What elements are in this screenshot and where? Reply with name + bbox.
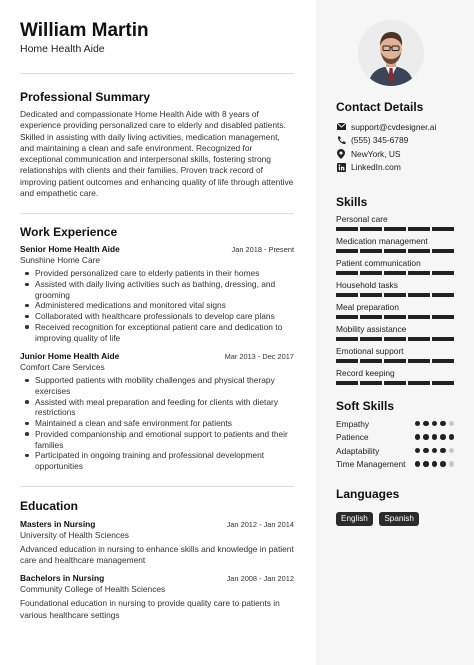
contact-list: [336, 120, 454, 174]
skill-level-segment: [432, 271, 454, 275]
skill-level-bar: [336, 337, 454, 341]
divider: [20, 486, 294, 487]
location-pin-icon: [336, 149, 346, 159]
skill-level-segment: [360, 227, 382, 231]
skill-level-segment: [408, 227, 430, 231]
education-dates: Jan 2008 - Jan 2012: [226, 574, 294, 584]
skill-level-bar: [336, 381, 454, 385]
school-name: University of Health Sciences: [20, 529, 129, 540]
list-item: Administered medications and monitored vital signs: [20, 300, 294, 311]
degree-title: Bachelors in Nursing: [20, 573, 105, 584]
skill-level-segment: [432, 359, 454, 363]
skill-level-segment: [432, 293, 454, 297]
skill-level-segment: [360, 359, 382, 363]
email-text[interactable]: support@cvdesigner.ai: [351, 121, 437, 132]
job-entry: [20, 351, 294, 471]
skill-label: Personal care: [336, 214, 388, 224]
skill-level-segment: [336, 249, 358, 253]
skill-level-segment: [408, 249, 430, 253]
soft-skills-heading: Soft Skills: [336, 398, 395, 413]
contact-heading: Contact Details: [336, 100, 424, 114]
skill-level-segment: [408, 381, 430, 385]
skill-level-segment: [384, 381, 406, 385]
skill-level-segment: [384, 293, 406, 297]
rating-dot: [432, 448, 438, 454]
languages-list: [336, 508, 454, 526]
skill-level-segment: [360, 315, 382, 319]
language-chip: Spanish: [379, 512, 419, 526]
skill-level-segment: [432, 249, 454, 253]
skill-level-segment: [432, 227, 454, 231]
location-text: NewYork, US: [351, 148, 401, 159]
skill-level-segment: [360, 293, 382, 297]
skill-label: Medication management: [336, 236, 428, 246]
skill-level-segment: [336, 315, 358, 319]
soft-skill-item: [336, 446, 454, 457]
soft-skills-list: [336, 419, 454, 470]
skill-level-segment: [384, 271, 406, 275]
rating-dot: [440, 421, 446, 427]
skill-level-segment: [432, 381, 454, 385]
job-entry: [20, 244, 294, 343]
phone-text: (555) 345-6789: [351, 135, 409, 146]
rating-dot: [449, 461, 455, 467]
soft-skill-item: [336, 459, 454, 470]
soft-skill-label: Patience: [336, 432, 369, 442]
skills-list: [336, 214, 454, 385]
skill-level-segment: [360, 249, 382, 253]
list-item: Assisted with meal preparation and feeding for clients with dietary restrictions: [20, 397, 294, 418]
experience-heading: Work Experience: [20, 225, 118, 240]
skill-level-segment: [360, 337, 382, 341]
skill-level-segment: [384, 249, 406, 253]
list-item: Assisted with daily living activities such as bathing, dressing, and grooming: [20, 279, 294, 300]
job-bullets: [20, 268, 294, 343]
language-chip: English: [336, 512, 373, 526]
skill-level-segment: [384, 359, 406, 363]
skill-level-segment: [360, 381, 382, 385]
skill-level-segment: [408, 293, 430, 297]
list-item: Participated in ongoing training and professional development opportunities: [20, 450, 294, 471]
rating-dot: [432, 461, 438, 467]
job-title: Junior Home Health Aide: [20, 351, 120, 362]
rating-dot: [423, 448, 429, 454]
skill-level-bar: [336, 249, 454, 253]
skill-item: [336, 324, 454, 341]
contact-email: [336, 120, 454, 134]
summary-text: Dedicated and compassionate Home Health Aide with 8 years of experience providing personalized care to elderly and disabled patients. Skilled in assisting with daily living activities, medication management, and maintaining a clean and safe environment. Recognized for exceptional communication and interpersonal skills, fostering strong relationships with clients and their families. Proven track record of improving patient outcomes and enhancing quality of life through attentive and empathetic care.: [20, 109, 294, 199]
skill-label: Patient communication: [336, 258, 421, 268]
skill-level-segment: [336, 381, 358, 385]
languages-heading: Languages: [336, 486, 400, 501]
list-item: Maintained a clean and safe environment for patients: [20, 418, 294, 429]
skill-label: Record keeping: [336, 368, 395, 378]
education-heading: Education: [20, 498, 79, 513]
list-item: Received recognition for exceptional patient care and dedication to improving quality of life: [20, 322, 294, 343]
list-item: Supported patients with mobility challenges and physical therapy exercises: [20, 375, 294, 396]
job-bullets: [20, 375, 294, 471]
education-entry: [20, 573, 294, 621]
soft-skill-label: Time Management: [336, 459, 406, 469]
rating-dot: [415, 421, 421, 427]
list-item: Collaborated with healthcare professionals to develop care plans: [20, 311, 294, 322]
linkedin-icon: [336, 162, 346, 172]
contact-linkedin: [336, 161, 454, 175]
education-description: Foundational education in nursing to provide quality care to patients in various healthcare settings: [20, 598, 280, 620]
job-dates: Jan 2018 - Present: [231, 245, 294, 255]
skill-item: [336, 368, 454, 385]
skill-label: Household tasks: [336, 280, 398, 290]
soft-skill-rating: [415, 448, 455, 454]
skill-level-segment: [432, 337, 454, 341]
linkedin-text[interactable]: LinkedIn.com: [351, 162, 401, 173]
soft-skill-label: Adaptability: [336, 445, 380, 456]
avatar: [358, 20, 424, 86]
rating-dot: [440, 448, 446, 454]
rating-dot: [423, 421, 429, 427]
rating-dot: [415, 461, 421, 467]
summary-heading: Professional Summary: [20, 90, 151, 104]
skill-label: Emotional support: [336, 346, 404, 356]
skill-level-segment: [336, 293, 358, 297]
profile-photo: [358, 20, 424, 86]
rating-dot: [423, 434, 429, 440]
skill-level-segment: [408, 337, 430, 341]
skill-level-bar: [336, 315, 454, 319]
mail-icon: [336, 122, 346, 132]
soft-skill-item: [336, 419, 454, 430]
phone-icon: [336, 135, 346, 145]
skill-item: [336, 214, 454, 231]
skill-level-segment: [408, 359, 430, 363]
skill-level-segment: [408, 315, 430, 319]
education-dates: Jan 2012 - Jan 2014: [226, 519, 294, 529]
divider: [20, 73, 294, 74]
skill-level-segment: [432, 315, 454, 319]
skill-level-segment: [384, 227, 406, 231]
skill-level-bar: [336, 227, 454, 231]
skill-level-segment: [336, 271, 358, 275]
job-dates: Mar 2013 - Dec 2017: [224, 352, 294, 362]
skill-level-segment: [384, 337, 406, 341]
rating-dot: [449, 448, 455, 454]
rating-dot: [449, 434, 455, 440]
skill-item: [336, 302, 454, 319]
skill-item: [336, 280, 454, 297]
degree-title: Masters in Nursing: [20, 518, 96, 529]
list-item: Provided companionship and emotional support to patients and their families: [20, 429, 294, 450]
rating-dot: [415, 434, 421, 440]
skill-level-bar: [336, 359, 454, 363]
rating-dot: [440, 434, 446, 440]
job-company: Sunshine Home Care: [20, 255, 101, 266]
skill-item: [336, 258, 454, 275]
list-item: Provided personalized care to elderly patients in their homes: [20, 268, 294, 279]
candidate-name: William Martin: [20, 20, 149, 41]
soft-skill-item: [336, 432, 454, 443]
skill-level-segment: [360, 271, 382, 275]
contact-location: [336, 147, 454, 161]
rating-dot: [432, 421, 438, 427]
skill-label: Mobility assistance: [336, 324, 407, 334]
skill-level-segment: [336, 359, 358, 363]
skill-level-bar: [336, 293, 454, 297]
education-description: Advanced education in nursing to enhance skills and knowledge in patient care and healthcare management: [20, 543, 294, 565]
skill-level-bar: [336, 271, 454, 275]
main-column: [20, 20, 294, 621]
candidate-title: Home Health Aide: [20, 43, 105, 55]
skill-item: [336, 346, 454, 363]
divider: [20, 213, 294, 214]
rating-dot: [440, 461, 446, 467]
rating-dot: [415, 448, 421, 454]
soft-skill-label: Empathy: [336, 418, 370, 429]
skill-label: Meal preparation: [336, 302, 399, 312]
rating-dot: [432, 434, 438, 440]
soft-skill-rating: [415, 434, 455, 440]
contact-phone: [336, 134, 454, 148]
skills-heading: Skills: [336, 195, 368, 209]
job-title: Senior Home Health Aide: [20, 244, 120, 255]
skill-level-segment: [336, 227, 358, 231]
school-name: Community College of Health Sciences: [20, 584, 166, 595]
skill-level-segment: [336, 337, 358, 341]
soft-skill-rating: [415, 421, 455, 427]
job-company: Comfort Care Services: [20, 362, 105, 373]
skill-level-segment: [408, 271, 430, 275]
skill-level-segment: [384, 315, 406, 319]
sidebar-content: [336, 100, 454, 526]
soft-skill-rating: [415, 461, 455, 467]
skill-item: [336, 236, 454, 253]
rating-dot: [449, 421, 455, 427]
education-entry: [20, 519, 294, 567]
rating-dot: [423, 461, 429, 467]
